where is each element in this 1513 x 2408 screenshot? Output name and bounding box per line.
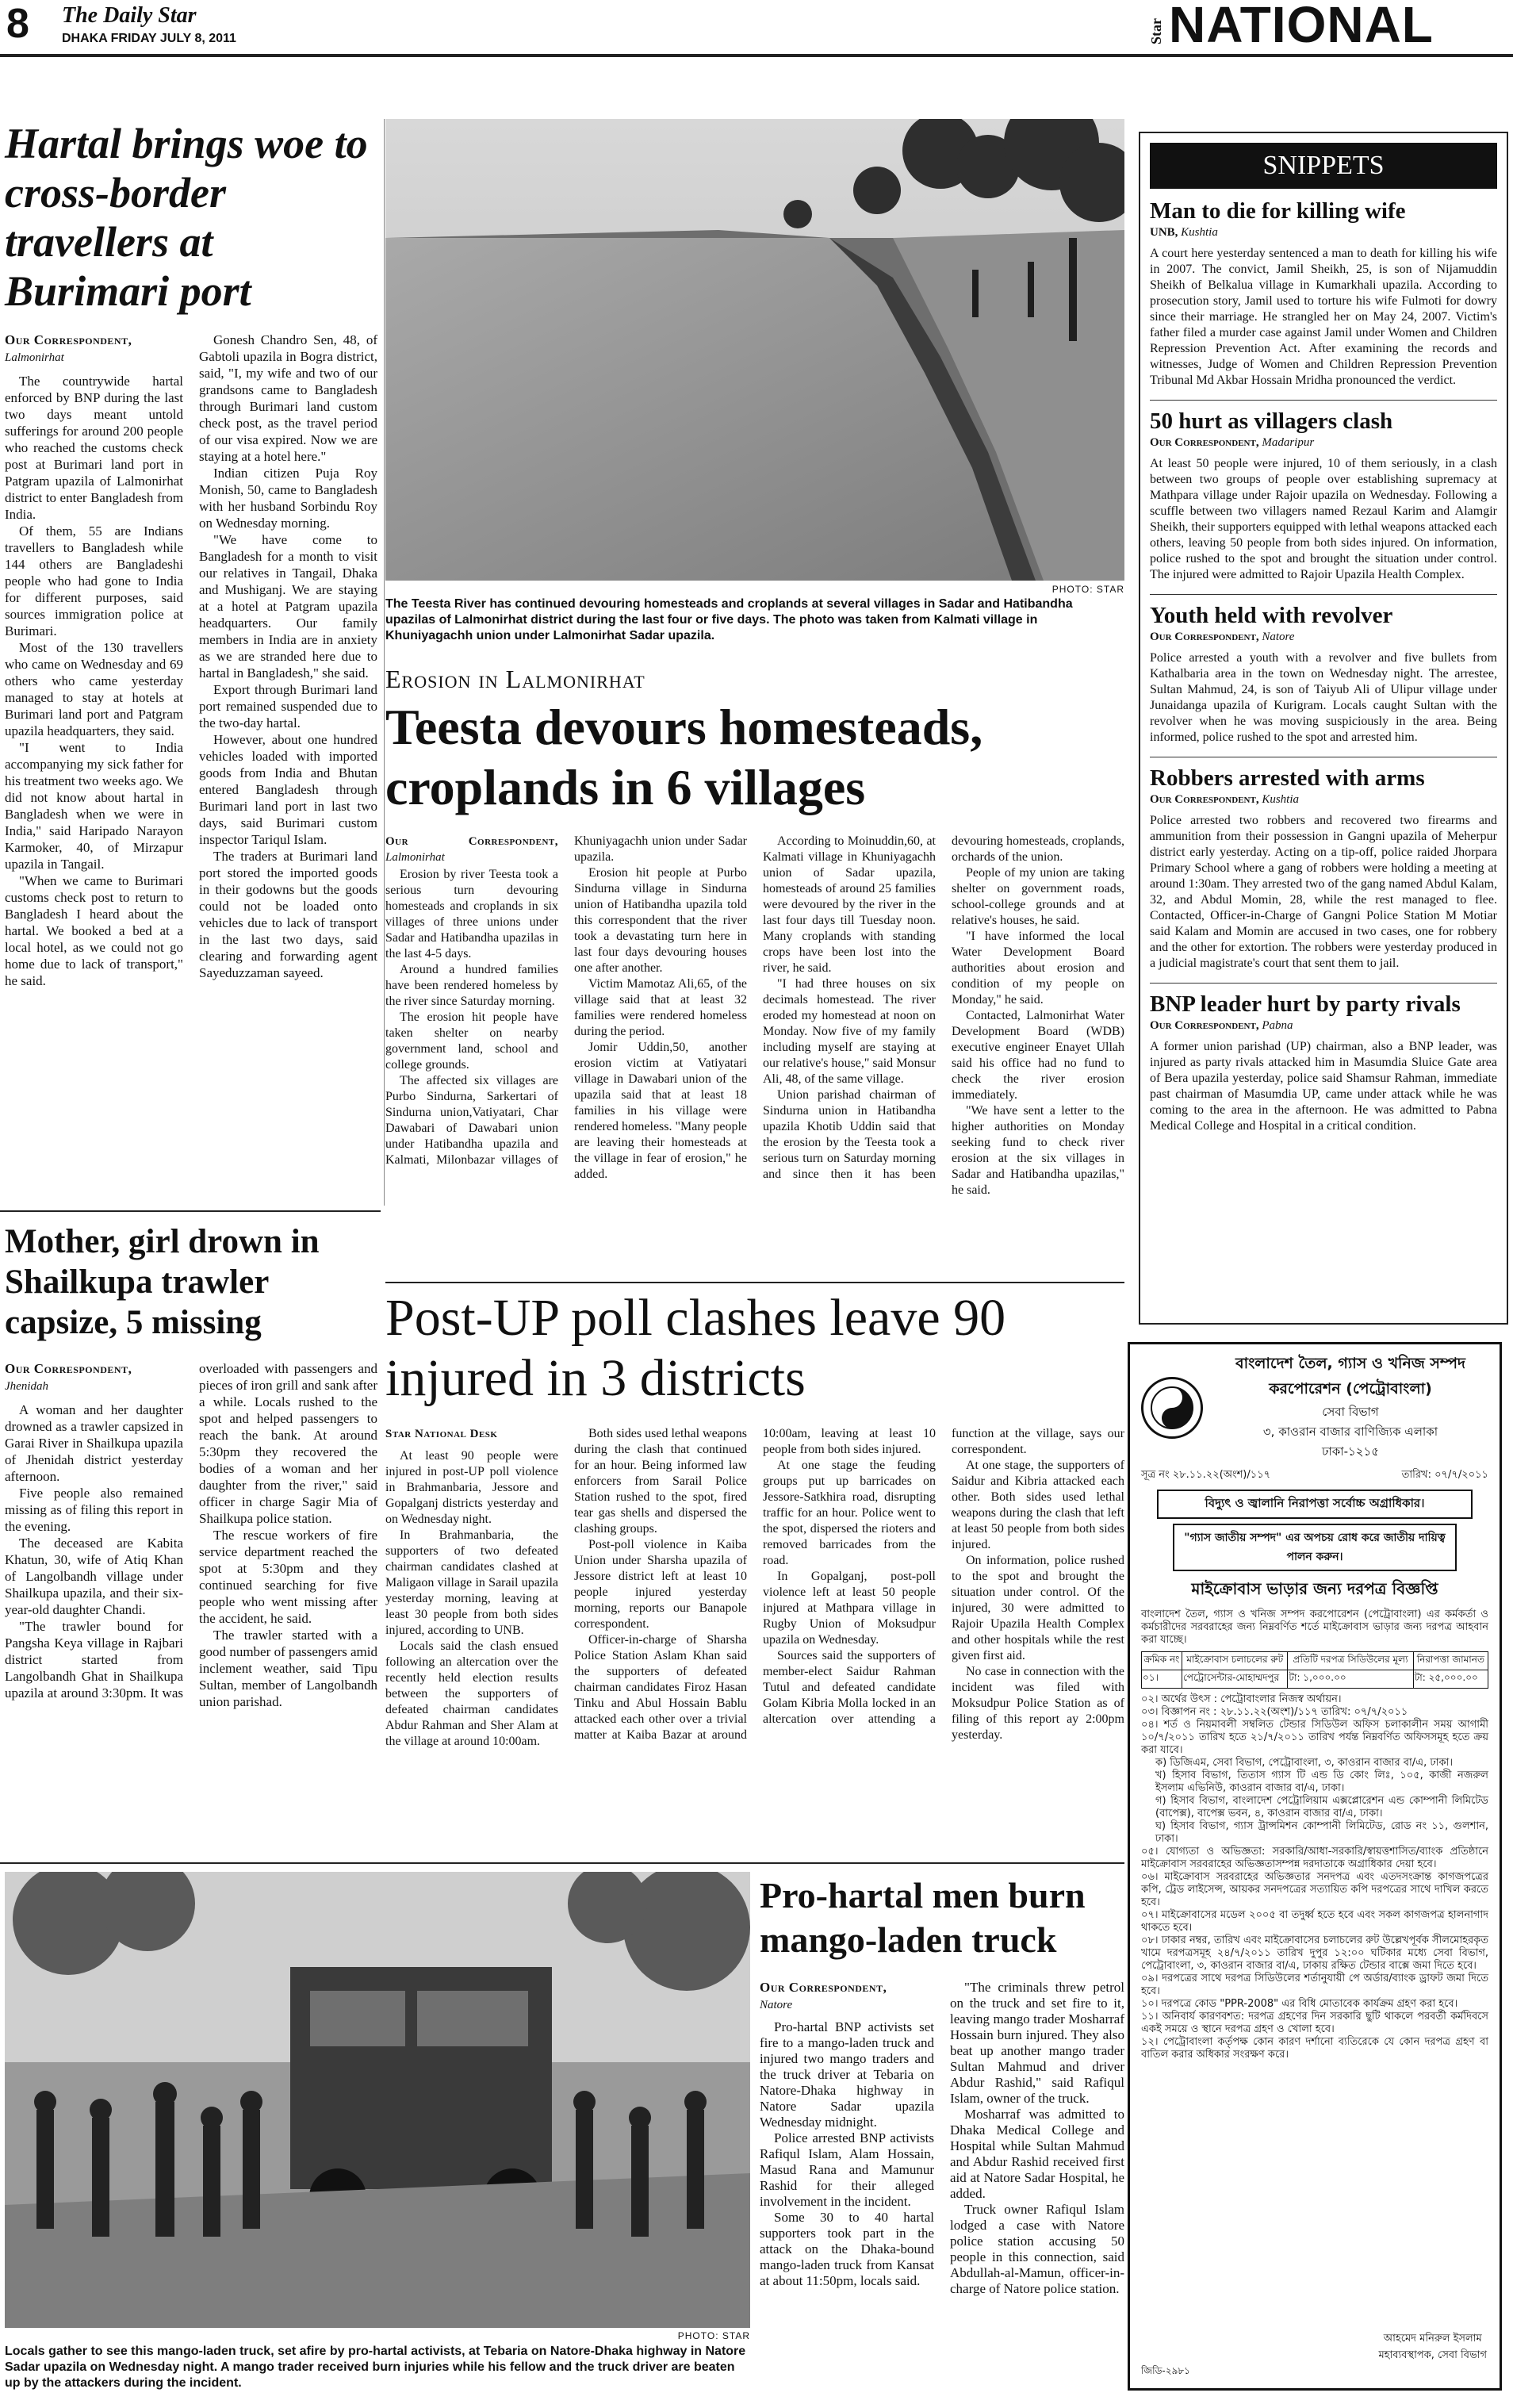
byline: Star National Desk [385,1428,498,1440]
paragraph: Erosion by river Teesta took a serious turn devouring homesteads and croplands in six villages of three unions under Sadar and Hatibandha upazilas in the last 4-5 days. [385,868,558,961]
snippet [1150,603,1497,757]
headline: Teesta devours homesteads, croplands in 6 villages [385,699,983,815]
table-cell: টা: ১,০০০.০০ [1288,1670,1413,1689]
paper-name: The Daily Star [62,3,197,28]
snippet-byline: Our Correspondent, Madaripur [1150,436,1315,449]
paragraph: Locals said the clash ensued following an altercation over the recently held election results between the supporters of defeated chairman candidates Abdur Rahman and Sher Alam at the village at around 10:00am. [385,1639,558,1748]
snippet-headline: Man to die for killing wife [1150,198,1406,224]
paragraph: "I had three houses on six decimals homestead. The river eroded my homestead at noon on Monday. Now five of my family including myself are staying at our relative's house," said Monsur Ali, 48, of the same village. [763,977,936,1086]
paragraph: Some 30 to 40 hartal supporters took part in the attack on the Dhaka-bound mango-laden truck from Kansat at about 11:50pm, locals said. [760,2210,934,2288]
address: ৩, কাওরান বাজার বাণিজ্যিক এলাকা [1262,1424,1438,1439]
paragraph: The rescue workers of fire service department reached the spot at 5:30pm and they continued searching for five people who went missing after the accident, he said. [199,1528,377,1626]
clause: ১০। দরপত্রে কোড "PPR-2008" এর বিধি মোতাবেক কার্যক্রম গ্রহণ করা হবে। [1141,1998,1458,2010]
paragraph: Gonesh Chandro Sen, 48, of Gabtoli upazila in Bogra district, said, "I, my wife and two of our grandsons came to Bangladesh through Burimari land custom check post, as the travel period of our visa expired. Now we are staying at a hotel here." [199,332,377,464]
snippet [1150,408,1497,595]
ad-header [1141,1352,1488,1463]
snippet-body: Police arrested two robbers and recovered two firearms and ammunition from their possession in Gangni upazila of Meherpur district early yesterday. Acting on a tip-off, police raided Jhorpara Primary School where a gang of robbers were holding a meeting at around 1:30am. They arrested two of the gang named Abdul Kalam, 32, and Abdul Momin, 28, while the rest managed to flee. Contacted, Officer-in-Charge of Gangni Police Station M Motiar said Kalam and Momin are accused in two cases, one for robbery and the other for extortion. The robbers were yesterday produced in a judicial magistrate's court that sent them to jail. [1150,814,1497,970]
paragraph: At one stage, the supporters of Saidur and Kibria attacked each other. Both sides used lethal weapons during the clash that left at least 50 people from both sides injured. [952,1459,1124,1551]
riverbank-erosion-image [385,119,1124,581]
table-row [1142,1670,1488,1689]
burnt-truck-image [5,1872,750,2328]
paragraph: The countrywide hartal enforced by BNP during the last two days meant untold sufferings for around 200 people who reached the customs check post at Burimari land port in Patgram upazila of Lalmonirhat district to enter Bangladesh from India. [5,374,183,522]
signer-name: আহমেদ মনিরুল ইসলাম [1383,2333,1482,2345]
dateline: DHAKA FRIDAY JULY 8, 2011 [62,32,236,45]
table-header: প্রতিটি দরপত্র সিডিউলের মূল্য [1288,1652,1413,1670]
paragraph: Five people also remained missing as of filing this report in the evening. [5,1486,183,1534]
snippet [1150,765,1497,984]
paragraph: The affected six villages are Purbo Sindurna, Sarkertari of Sindurna union,Vatiyatari, Char Dawabari of Dawabari union under Hatibandha upazila and Kalmati, Milonbazar villages of Khuniyagachh union under Sadar upazila. [385,834,747,1167]
location: Lalmonirhat [385,851,445,864]
signature-block [1378,2331,1487,2364]
story-body [385,834,1124,1246]
column-rule [384,119,385,1206]
snippet-headline: Youth held with revolver [1150,603,1393,628]
paragraph: Most of the 130 travellers who came on Wednesday and 69 others who came yesterday managed to stay at hotels at Burimari land port and Patgram upazila headquarters, they said. [5,640,183,738]
headline: Hartal brings woe to cross-border travellers at Burimari port [5,120,368,315]
byline: Our Correspondent, Lalmonirhat [385,835,558,864]
paragraph: According to Moinuddin,60, at Kalmati village in Khuniyagachh union of Sadar upazila, homesteads of around 25 families were devoured by the river in the last four days till Tuesday noon. Many croplands with standing crops have been lost into the river, he said. [763,834,936,975]
location: Kushtia [1181,226,1218,239]
section-rule [0,1210,381,1212]
paragraph: Police arrested BNP activists Rafiqul Islam, Alam Hossain, Masud Rana and Mamunur Rashid for their alleged involvement in the incident. [760,2130,934,2209]
kicker: Erosion in Lalmonirhat [385,665,645,693]
paragraph: Jomir Uddin,50, another erosion victim at Vatiyatari village in Dawabari union of the upazila said that at least 18 families in his village were rendered homeless. "Many people are leaving their homesteads at the village in fear of erosion," he added. [574,1041,748,1181]
snippet-body: A former union parishad (UP) chairman, also a BNP leader, was injured as party rivals attacked him in Masumdia Sluice Gate area of Bera upazila yesterday, police said Shamsur Rahman, immediate past chairman of Masumdia UP, came under attack while he was coming to the area in the afternoon. He was admitted to Pabna Medical College and Hospital in a critical condition. [1150,1040,1497,1133]
paragraph: Officer-in-charge of Sharsha Police Station Aslam Khan said the supporters of defeated chairman candidates Firoz Hasan Tinku and Abul Hossain Bablu attacked each other over a trivial matter at Kaiba Bazar at around 10:00am, leaving at least 10 people from both sides injured. [574,1427,936,1742]
paragraph: Contacted, Lalmonirhat Water Development Board (WDB) executive engineer Enayet Ullah said his office had no fund to check the river erosion immediately. [952,1009,1124,1102]
story-teesta [385,665,1124,1246]
paragraph: In Brahmanbaria, the supporters of two defeated chairman candidates clashed at Maligaon village in Sarail upazila yesterday morning, leaving at least 30 people from both sides injured, according to UNB. [385,1528,558,1637]
ad-code: জিডি-২৯৮১ [1141,2365,1190,2376]
paragraph: "The trawler bound for Pangsha Keya village in Rajbari district started from Langolbandh Ghat in Shailkupa upazila at around 3:30pm. It was overloaded with passengers and pieces of iron grill and sank after a while. Locals rushed to the spot and helped passengers to reach the bank. At around 5:30pm they recovered the bodies of a woman and her daughter from the river," said officer in charge Sagir Mia of Shailkupa police station. [5,1361,377,1701]
paragraph: Of them, 55 are Indians travellers to Bangladesh while 144 others are Bangladeshi people who had gone to India for different purposes, said sources immigration police at Burimari. [5,523,183,638]
clause: ০২। অর্থের উৎস : পেট্রোবাংলার নিজস্ব অর্থায়ন। [1141,1693,1342,1705]
table-header: ক্রমিক নং [1142,1652,1182,1670]
snippets-list [1140,198,1507,1134]
paragraph: The traders at Burimari land port stored the imported goods in their godowns but the goods could not be loaded onto vehicles due to lack of transport in the last two days, said clearing and forwarding agent Sayeduzzaman sayeed. [199,849,377,980]
mango-truck-photo [5,1872,750,2328]
paragraph: "The criminals threw petrol on the truck and set fire to it, leaving mango trader Mosharraf Hossain burn injured. They also beat up another mango trader Sultan Mahmud and driver Abdur Rashid," said Rafiqul Islam, owner of the truck. [950,1980,1124,2106]
paragraph: On information, police rushed to the spot and brought the situation under control. Of the injured, 30 were admitted to Rajoir Upazila Health Complex and other hospitals while the rest given first aid. [952,1554,1124,1662]
photo-credit: PHOTO: STAR [677,2330,750,2341]
snippet-body: A court here yesterday sentenced a man to death for killing his wife in 2007. The convict, Jamil Sheikh, 25, is son of Nijamuddin Sheikh of Belkalua village in Kumarkhali upazila. According to prosecution story, Jamil used to torture his wife Fulmoti for dowry since their marriage. He strangled her on May 24, 2007. Victim's father filed a murder case against Jamil under Women and Children Repression Prevention Act. After examining the records and witnesses, Judge of Women and Children Repression Prevention Tribunal Md Akbar Hossain Mridha pronounced the verdict. [1150,247,1497,387]
paragraph: Post-poll violence in Kaiba Union under Sharsha upazila of Jessore district left at least 10 people injured yesterday morning, reports our Banapole correspondent. [574,1538,747,1631]
location: Natore [1262,631,1295,643]
tender-intro: বাংলাদেশ তৈল, গ্যাস ও খনিজ সম্পদ করপোরেশন (পেট্রোবাংলা) এর কর্মকর্তা ও কর্মচারীদের সরবরাহের জন্য নিম্নবর্ণিত শর্তে মাইক্রোবাস ভাড়ার জন্য দরপত্র আহবান করা যাচ্ছে। [1141,1609,1488,1646]
table-cell: পেট্রোসেন্টার-মোহাম্মদপুর [1182,1670,1287,1689]
snippet-headline: 50 hurt as villagers clash [1150,408,1393,434]
clause: ১১। অনিবার্য কারণবশত: দরপত্র গ্রহণের দিন সরকারি ছুটি থাকলে পরবর্তী কর্মদিবসে একই সময়ে ও স্থানে দরপত্র গ্রহণ ও খোলা হবে। [1141,2011,1488,2035]
photo-caption: The Teesta River has continued devouring homesteads and croplands at several villages in Sadar and Hatibandha upazilas of Lalmonirhat district during the last four or five days. The photo was taken from Kalmati village in Khuniyagachh union under Lalmonirhat Sadar upazila. [385,597,1073,642]
headline: Pro-hartal men burn mango-laden truck [760,1875,1086,1960]
snippet-headline: Robbers arrested with arms [1150,765,1425,791]
slogan-box: বিদ্যুৎ ও জ্বালানি নিরাপত্তা সর্বোচ্চ অগ্রাধিকার। [1157,1490,1473,1519]
paragraph: "I went to India accompanying my sick father for his treatment two weeks ago. We did not know about hartal in Bangladesh when we were in India," said Haripado Narayon Karmoker, 40, of Mirzapur upazila in Tangail. [5,740,183,872]
table-cell: টা: ২৫,০০০.০০ [1413,1670,1488,1689]
clause: ০৮। ঢাকার নম্বর, তারিখ এবং মাইক্রোবাসের চলাচলের রুট উল্লেখপূর্বক সীলমোহরকৃত খামে দরপত্রসমূহ ২৪/৭/২০১১ তারিখ দুপুর ১২:০০ ঘটিকার মধ্যে সেবা বিভাগ, পেট্রোবাংলা, ৩, কাওরান বাজার বা/এ, ঢাকায় রক্ষিত টেন্ডার বাক্সে জমা দিতে হবে। [1141,1934,1488,1972]
byline: Our Correspondent, [760,1980,887,1995]
petrobangla-logo-icon [1141,1377,1203,1439]
paragraph: People of my union are taking shelter on government roads, school-college grounds and at relative's houses, he said. [952,866,1124,927]
paragraph: At least 90 people were injured in post-UP poll violence in Brahmanbaria, Jessore and Gopalganj districts yesterday and on Wednesday night. [385,1449,558,1526]
tender-advertisement [1128,1342,1502,2391]
table-header: নিরাপত্তা জামানত [1413,1652,1488,1670]
story-poll [385,1288,1124,1839]
section-title: NATIONAL [1169,0,1434,53]
clause: খ) হিসাব বিভাগ, তিতাস গ্যাস টি এন্ড ডি কোং লিঃ, ১০৫, কাজী নজরুল ইসলাম এভিনিউ, কাওরান বাজার বা/এ, ঢাকা। [1155,1770,1488,1794]
tender-clauses [1141,1693,1488,2061]
clause: ০৬। মাইক্রোবাস সরবরাহের অভিজ্ঞতার সনদপত্র এবং এতদসংক্রান্ত কাগজপত্রের কপি, ট্রেড লাইসেন্স, আয়কর সনদপত্রের সত্যায়িত কপি দরপত্রের সাথে দাখিল করতে হবে। [1141,1871,1488,1908]
teesta-erosion-photo [385,119,1124,581]
paragraph: Export through Burimari land port remained suspended due to the two-day hartal. [199,682,377,730]
location: Jhenidah [5,1380,48,1393]
story-body [760,1980,1124,2408]
paragraph: "We have come to Bangladesh for a month to visit our relatives in Tangail, Dhaka and Mushiganj. We are staying at a hotel at Patgram upazila headquarters. Our family members in India are in anxiety as we are stranded here due to hartal in Bangladesh," she said. [199,532,377,681]
location: Madaripur [1262,436,1315,449]
paragraph: "When we came to Burimari customs check post to return to Bangladesh I heard about the hartal. We booked a bed at a local hotel, as we could not go home due to lack of transport," he said. [5,873,183,988]
paragraph: However, about one hundred vehicles loaded with imported goods from India and Bhutan entered Bangladesh through Burimari land port in last two days, said Burimari custom inspector Tariqul Islam. [199,732,377,847]
byline: Our Correspondent, [5,1361,132,1376]
paragraph: Both sides used lethal weapons during the clash that continued for an hour. Being informed law enforcers from Sarail Police Station rushed to the spot, fired tear gas shells and dispersed the clashing groups. [574,1427,747,1536]
memo-line [1141,1469,1488,1482]
clause: ০৯। দরপত্রের সাথে দরপত্র সিডিউলের শর্তানুযায়ী পে অর্ডার/ব্যাংক ড্রাফট জমা দিতে হবে। [1141,1973,1488,1997]
paragraph: Sources said the supporters of member-elect Saidur Rahman Tutul and defeated candidate Golam Kibria Molla locked in an altercation over attending a function at the village, says our correspondent. [763,1427,1124,1726]
story-hartal [5,119,377,1188]
story-mango [760,1873,1124,2408]
clause: ০৪। শর্ত ও নিয়মাবলী সম্বলিত টেন্ডার সিডিউল অফিস চলাকালীন সময় আগামী ১০/৭/২০১১ তারিখ হতে ২১/৭/২০১১ তারিখ পর্যন্ত নিম্নবর্ণিত অফিসসমূহ হতে ক্রয় করা যাবে। [1141,1719,1488,1756]
clause: ০৩। বিজ্ঞাপন নং : ২৮.১১.২২(অংশ)/১১৭ তারিখ: ০৭/৭/২০১১ [1141,1706,1408,1718]
paragraph: In Gopalganj, post-poll violence left at least 50 people injured at Mathpara village in Rugby Union of Moksudpur upazila on Wednesday. [763,1570,936,1647]
department: সেবা বিভাগ [1322,1405,1379,1419]
snippet-headline: BNP leader hurt by party rivals [1150,991,1461,1017]
memo-number: সূত্র নং ২৮.১১.২২(অংশ)/১১৭ [1141,1469,1271,1481]
photo-caption: Locals gather to see this mango-laden truck, set afire by pro-hartal activists, at Tebaria on Natore-Dhaka highway in Natore Sadar upazila on Wednesday night. A mango trader received burn injuries while his fellow and the truck driver are beaten up by the attackers during the incident. [5,2345,746,2390]
byline: Our Correspondent, [5,332,132,347]
paragraph: Erosion hit people at Purbo Sindurna village in Sindurna union of Hatibandha upazila told this correspondent that the river took a devastating turn here in last four days devouring houses one after another. [574,866,747,975]
clause: গ) হিসাব বিভাগ, বাংলাদেশ পেট্রোলিয়াম এক্সপ্লোরেশন এন্ড কোম্পানী লিমিটেড (বাপেক্স), বাপেক্স ভবন, ৪, কাওরান বাজার বা/এ, ঢাকা। [1155,1795,1488,1819]
location: Natore [760,1999,793,2011]
table-header: মাইক্রোবাস চলাচলের রুট [1182,1652,1287,1670]
paragraph: No case in connection with the incident was filed with Moksudpur Police Station as of filing of this report ay 2:00pm yesterday. [952,1665,1124,1742]
snippet [1150,198,1497,401]
section-rule [0,1862,1124,1864]
paragraph: "I have informed the local Water Development Board authorities about erosion and condition of my people on Monday," he said. [952,930,1124,1007]
paragraph: Truck owner Rafiqul Islam lodged a case with Natore police station accusing 50 people in this connection, said Abdullah-al-Mamun, officer-in-charge of Natore police station. [950,2202,1124,2296]
slogan-box: "গ্যাস জাতীয় সম্পদ" এর অপচয় রোধ করে জাতীয় দায়িত্ব পালন করুন। [1173,1524,1457,1571]
headline: Mother, girl drown in Shailkupa trawler capsize, 5 missing [5,1223,320,1341]
paragraph: A woman and her daughter drowned as a trawler capsized in Garai River in Shailkupa upazila of Jhenidah district yesterday afternoon. [5,1402,183,1484]
paragraph: The deceased are Kabita Khatun, 30, wife of Atiq Khan of Langolbandh village under Shailkupa upazila, and their six-year-old daughter Chandi. [5,1536,183,1617]
paragraph: Around a hundred families have been rendered homeless by the river since Saturday morning. [385,963,558,1008]
snippets-box [1139,132,1508,1325]
masthead-rule [0,54,1513,57]
table-cell: ০১। [1142,1670,1182,1689]
section-rule [385,1282,1124,1283]
clause: ১২। পেট্রোবাংলা কর্তৃপক্ষ কোন কারণ দর্শানো ব্যতিরেকে যে কোন দরপত্র গ্রহণ বা বাতিল করার অধিকার সংরক্ষণ করে। [1141,2036,1488,2061]
page-number: 8 [6,1,29,47]
snippet-byline: Our Correspondent, Natore [1150,631,1295,643]
city: ঢাকা-১২১৫ [1321,1444,1380,1459]
memo-date: তারিখ: ০৭/৭/২০১১ [1401,1469,1488,1481]
snippet [1150,991,1497,1134]
snippet-byline: Our Correspondent, Pabna [1150,1019,1293,1032]
paragraph: "We have sent a letter to the higher authorities on Monday seeking fund to check river erosion at the six villages in Sadar and Hatibandha upazilas," he said. [952,1104,1124,1197]
paragraph: Mosharraf was admitted to Dhaka Medical College and Hospital while Sultan Mahmud and Abdur Rashid received first aid at Natore Sadar Hospital, he added. [950,2107,1124,2201]
snippet-byline: Our Correspondent, Kushtia [1150,793,1300,806]
paragraph: At one stage the feuding groups put up barricades on Jessore-Satkhira road, disrupting traffic for an hour. Police went to the spot, dispersed the rioters and removed barricades from the road. [763,1459,936,1567]
location: Pabna [1262,1019,1293,1032]
story-body [5,332,377,1188]
paragraph: Union parishad chairman of Sindurna union in Hatibandha upazila Khotib Uddin said that the erosion by the Teesta took a serious turn on Saturday morning and since then it has been devouring homesteads, croplands, orchards of the union. [763,834,1124,1181]
paragraph: The erosion hit people have taken shelter on nearby government land, school and college grounds. [385,1010,558,1072]
photo-credit: PHOTO: STAR [1051,584,1124,595]
snippet-body: Police arrested a youth with a revolver and five bullets from Kathalbaria area in the town on Wednesday night. The arrestee, Sultan Mahmud, 24, is son of Taiyub Ali of Ulipur village under Junaidanga upazila of Kurigram. Locals caught Sultan with the revolver when he was moving suspiciously in the area. Being informed, police rushed to the spot and arrested him. [1150,651,1497,744]
snippets-header: SNIPPETS [1150,143,1497,189]
tender-table [1141,1651,1488,1689]
headline: Post-UP poll clashes leave 90 injured in 3 districts [385,1289,1006,1407]
clause: ০৫। যোগ্যতা ও অভিজ্ঞতা: সরকারি/আধা-সরকারি/স্বায়ত্তশাসিত/ব্যাংক প্রতিষ্ঠানে মাইক্রোবাস সরবরাহের অভিজ্ঞতাসম্পন্ন দরদাতাকে অগ্রাধিকার দেয়া হবে। [1141,1846,1488,1870]
paragraph: Indian citizen Puja Roy Monish, 50, came to Bangladesh with her husband Sorbindu Roy on Wednesday morning. [199,466,377,531]
snippet-byline: UNB, Kushtia [1150,226,1218,239]
location: Kushtia [1262,793,1300,806]
section-prefix: Star [1148,18,1164,44]
paragraph: Victim Mamotaz Ali,65, of the village said that at least 32 families were rendered homeless during the period. [574,977,747,1038]
location: Lalmonirhat [5,351,64,364]
paragraph: The trawler started with a good number of passengers amid inclement weather, said Tipu Sultan, member of Langolbandh union parishad. [199,1628,377,1709]
tender-title: মাইক্রোবাস ভাড়ার জন্য দরপত্র বিজ্ঞপ্তি [1191,1579,1438,1598]
paragraph: Pro-hartal BNP activists set fire to a mango-laden truck and injured two mango traders and the truck driver at Tebaria on Natore-Dhaka highway in Natore Sadar upazila Wednesday midnight. [760,2019,934,2130]
org-name-line2: করপোরেশন (পেট্রোবাংলা) [1269,1380,1432,1398]
clause: ০৭। মাইক্রোবাসের মডেল ২০০৫ বা তদুর্ধ্ব হতে হবে এবং সকল কাগজপত্র হালনাগাদ থাকতে হবে। [1141,1909,1488,1934]
story-body [385,1426,1124,1839]
clause: ঘ) হিসাব বিভাগ, গ্যাস ট্রান্সমিশন কোম্পানী লিমিটেড, রোড নং ১১, গুলশান, ঢাকা। [1155,1820,1488,1845]
org-name-line1: বাংলাদেশ তৈল, গ্যাস ও খনিজ সম্পদ [1235,1355,1465,1372]
masthead [0,0,1513,56]
snippet-body: At least 50 people were injured, 10 of them seriously, in a clash between two groups of people over establishing supremacy at Mathpara village under Rajoir upazila on Wednesday. Following a scuffle between two villagers named Rezaul Karim and Alamgir Sheikh, their supporters equipped with lethal weapons attacked each others, leaving 50 people from both sides injured. On information, police rushed to the spot and brought the situation under control. The injured were admitted to Rajoir Upazila Health Complex. [1150,457,1497,581]
signer-title: মহাব্যবস্থাপক, সেবা বিভাগ [1378,2349,1487,2361]
clause: ক) ডিজিএম, সেবা বিভাগ, পেট্রোবাংলা, ৩, কাওরান বাজার বা/এ, ঢাকা। [1155,1757,1453,1769]
